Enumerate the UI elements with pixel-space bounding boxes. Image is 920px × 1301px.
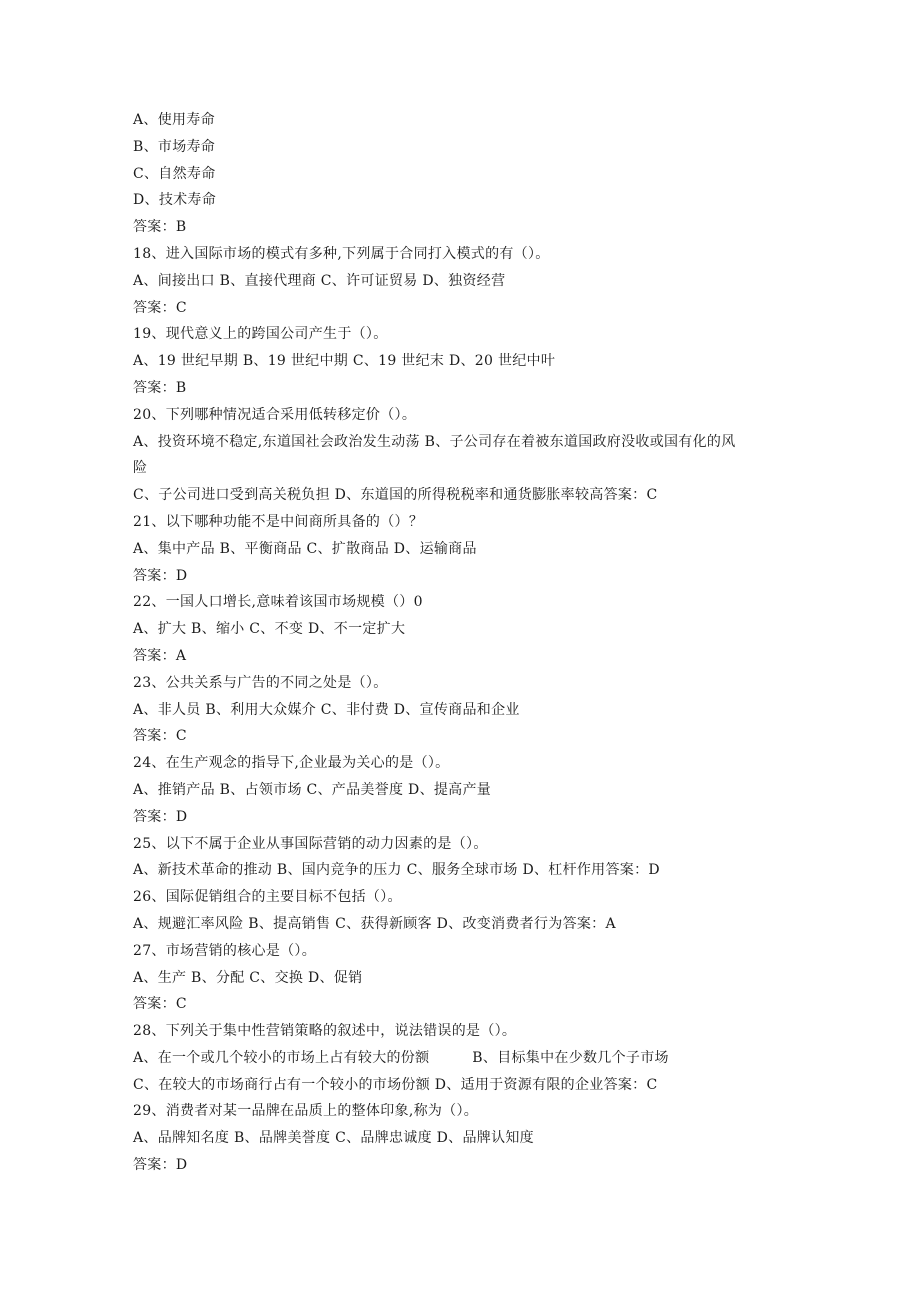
options-19: A、19 世纪早期 B、19 世纪中期 C、19 世纪末 D、20 世纪中叶 <box>133 353 556 370</box>
answer-line: 答案：B <box>133 219 187 236</box>
options-28-part1: A、在一个或几个较小的市场上占有较大的份额 B、目标集中在少数几个子市场 <box>133 1049 669 1066</box>
answer-21: 答案：D <box>133 567 188 584</box>
question-21: 21、以下哪种功能不是中间商所具备的（）？ <box>133 513 424 530</box>
options-28-part2: C、在较大的市场商行占有一个较小的市场份额 D、适用于资源有限的企业答案：C <box>133 1076 658 1093</box>
question-28: 28、下列关于集中性营销策略的叙述中，说法错误的是（）。 <box>133 1023 517 1040</box>
question-18: 18、进入国际市场的模式有多种,下列属于合同打入模式的有（）。 <box>133 245 550 262</box>
option-line: A、使用寿命 <box>133 112 215 128</box>
options-20-part3: C、子公司进口受到高关税负担 D、东道国的所得税税率和通货膨胀率较高答案：C <box>133 487 658 504</box>
options-25: A、新技术革命的推动 B、国内竞争的压力 C、服务全球市场 D、杠杆作用答案：D <box>133 862 660 879</box>
options-21: A、集中产品 B、平衡商品 C、扩散商品 D、运输商品 <box>133 540 477 557</box>
question-29: 29、消费者对某一品牌在品质上的整体印象,称为（）。 <box>133 1103 479 1120</box>
answer-24: 答案：D <box>133 808 188 825</box>
options-22: A、扩大 B、缩小 C、不变 D、不一定扩大 <box>133 621 406 638</box>
options-20-part1: A、投资环境不稳定,东道国社会政治发生动荡 B、子公司存在着被东道国政府没收或国有化的风 <box>133 433 736 450</box>
answer-23: 答案：C <box>133 728 187 745</box>
question-20: 20、下列哪种情况适合采用低转移定价（）。 <box>133 406 417 423</box>
options-26: A、规避汇率风险 B、提高销售 C、获得新顾客 D、改变消费者行为答案：A <box>133 915 616 932</box>
question-27: 27、市场营销的核心是（）。 <box>133 942 317 959</box>
options-29: A、品牌知名度 B、品牌美誉度 C、品牌忠诚度 D、品牌认知度 <box>133 1130 534 1147</box>
option-line: B、市场寿命 <box>133 138 216 155</box>
question-25: 25、以下不属于企业从事国际营销的动力因素的是（）。 <box>133 835 488 852</box>
options-18: A、间接出口 B、直接代理商 C、许可证贸易 D、独资经营 <box>133 272 506 289</box>
options-27: A、生产 B、分配 C、交换 D、促销 <box>133 969 363 986</box>
options-24: A、推销产品 B、占领市场 C、产品美誉度 D、提高产量 <box>133 781 492 798</box>
option-line: D、技术寿命 <box>133 192 217 209</box>
question-22: 22、一国人口增长,意味着该国市场规模（）0 <box>133 594 423 611</box>
question-26: 26、国际促销组合的主要目标不包括（）。 <box>133 889 402 906</box>
options-20-part2: 险 <box>133 460 148 477</box>
question-24: 24、在生产观念的指导下,企业最为关心的是（）。 <box>133 755 450 772</box>
question-list <box>133 107 833 1179</box>
option-line: C、自然寿命 <box>133 165 216 182</box>
answer-18: 答案：C <box>133 299 187 316</box>
answer-19: 答案：B <box>133 379 187 396</box>
answer-27: 答案：C <box>133 996 187 1013</box>
options-23: A、非人员 B、利用大众媒介 C、非付费 D、宣传商品和企业 <box>133 701 520 718</box>
question-23: 23、公共关系与广告的不同之处是（）。 <box>133 674 388 691</box>
answer-22: 答案：A <box>133 647 187 664</box>
answer-29: 答案：D <box>133 1157 188 1174</box>
question-19: 19、现代意义上的跨国公司产生于（）。 <box>133 326 388 343</box>
